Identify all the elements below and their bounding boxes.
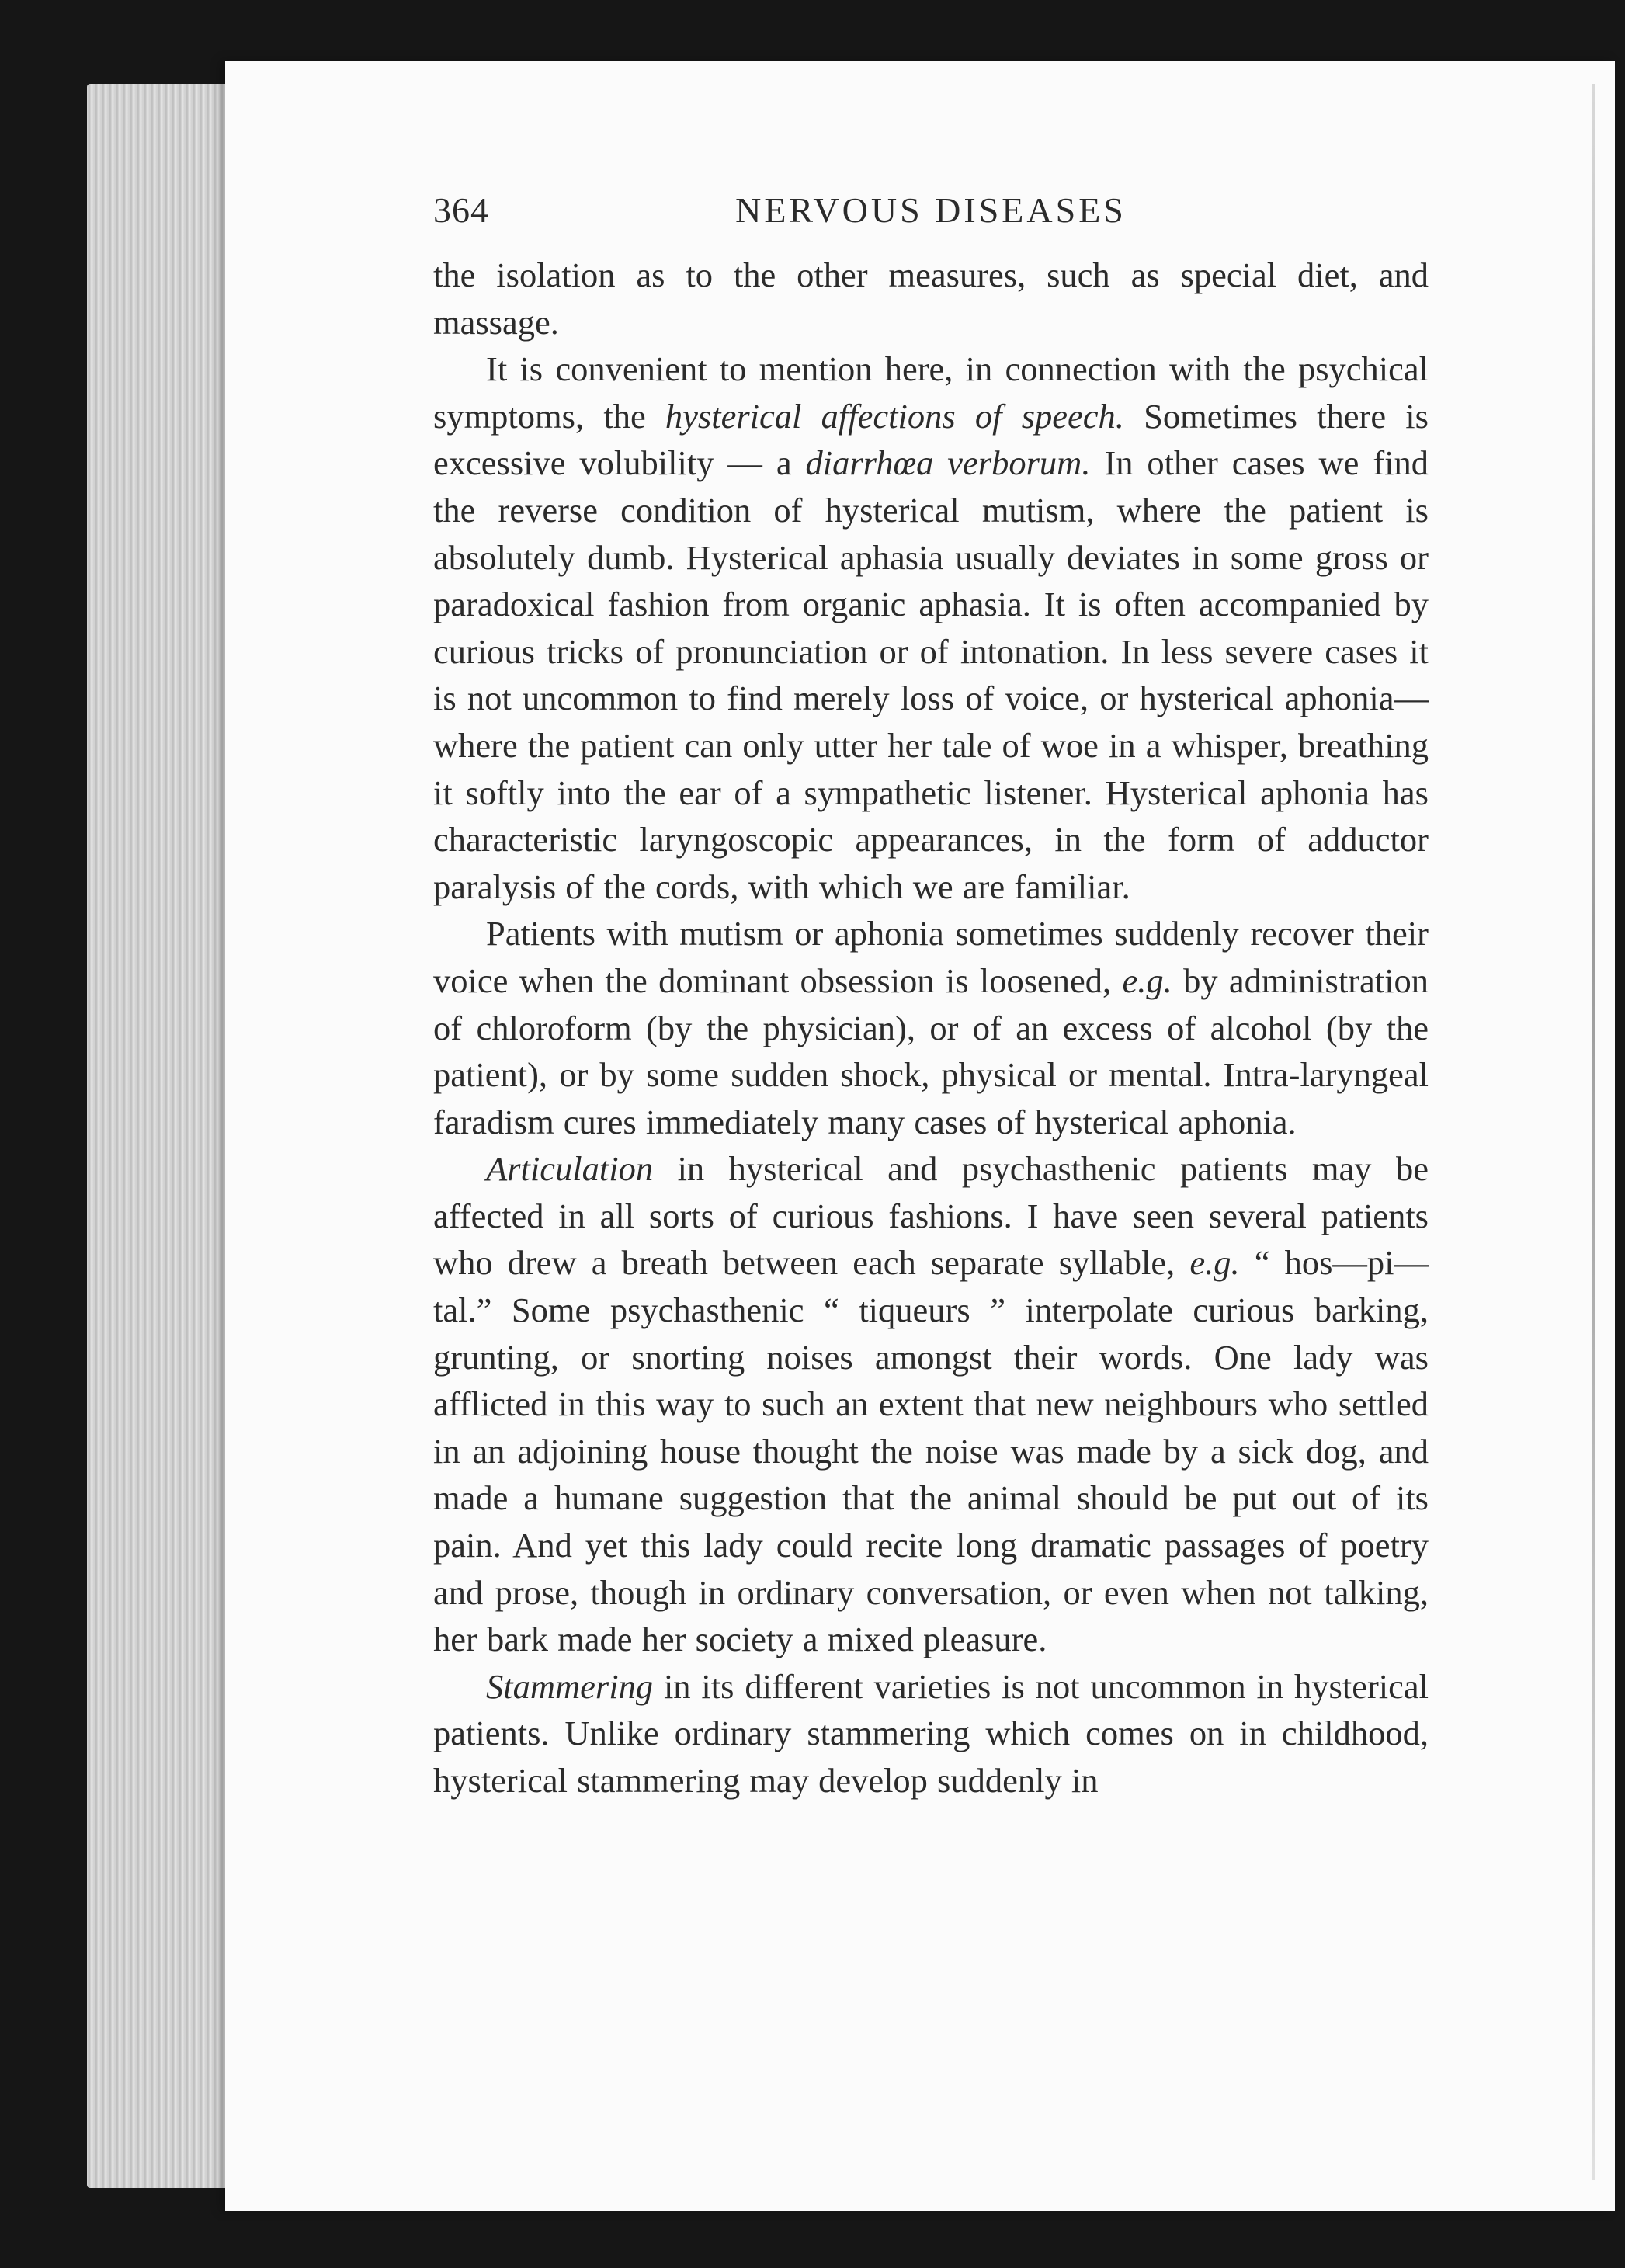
text-run: It is convenient to mention here, in connection with the psychical symptoms, the: [433, 349, 1429, 436]
italic-phrase: diarrhœa verborum.: [805, 443, 1091, 483]
page-gutter-shadow: [1592, 84, 1595, 2180]
book-page: [225, 61, 1615, 2211]
page-number: 364: [433, 190, 489, 230]
italic-phrase: Stammering: [486, 1666, 654, 1706]
italic-phrase: e.g.: [1122, 960, 1172, 1000]
text-run: by administration of chloroform (by the physician), or of an excess of alcohol (by the patient), or by some sudden shock, physical or mental. Intra-laryngeal faradism cures immediately many cases of hysterical aphonia.: [433, 960, 1429, 1141]
book-page-edges: [87, 84, 239, 2188]
paragraph-1: [433, 252, 1429, 346]
text-run: “ hos—pi—tal.” Some psychasthenic “ tiqueurs ” interpolate curious barking, grunting, or snorting noises amongst their words. One lady was afflicted in this way to such an extent that new neighbours who settled in an adjoining house thought the noise was made by a sick dog, and made a humane suggestion that the animal should be put out of its pain. And yet this lady could recite long dramatic passages of poetry and prose, though in ordinary conversation, or even when not talking, her bark made her society a mixed pleasure.: [433, 1243, 1429, 1659]
paragraph-4: [433, 1145, 1429, 1663]
italic-phrase: hysterical affections of speech.: [665, 396, 1124, 436]
text-run: in hysterical and psychasthenic patients may be affected in all sorts of curious fashions. I have seen several patients who drew a breath between each separate syllable,: [433, 1149, 1429, 1283]
paragraph-2: [433, 346, 1429, 910]
text-run: the isolation as to the other measures, such as special diet, and massage.: [433, 255, 1429, 342]
text-run: Sometimes there is excessive volubility — a: [433, 396, 1429, 483]
running-head: [433, 189, 1429, 252]
text-run: Patients with mutism or aphonia sometimes suddenly recover their voice when the dominant obsession is loosened,: [433, 914, 1429, 1000]
text-block: [433, 189, 1429, 1804]
text-run: In other cases we find the reverse condition of hysterical mutism, where the patient is absolutely dumb. Hysterical aphasia usually deviates in some gross or paradoxical fashion from organic aphasia. It is often accompanied by curious tricks of pronunciation or of intonation. In less severe cases it is not uncommon to find merely loss of voice, or hysterical aphonia—where the patient can only utter her tale of woe in a whisper, breathing it softly into the ear of a sympathetic listener. Hysterical aphonia has characteristic laryngoscopic appearances, in the form of adductor paralysis of the cords, with which we are familiar.: [433, 443, 1429, 906]
paragraph-5: [433, 1663, 1429, 1804]
running-title: NERVOUS DISEASES: [735, 190, 1127, 230]
text-run: in its different varieties is not uncommon in hysterical patients. Unlike ordinary stammering which comes on in childhood, hysterical stammering may develop suddenly in: [433, 1666, 1429, 1800]
italic-phrase: e.g.: [1189, 1243, 1240, 1283]
paragraph-3: [433, 910, 1429, 1145]
italic-phrase: Articulation: [486, 1149, 654, 1189]
